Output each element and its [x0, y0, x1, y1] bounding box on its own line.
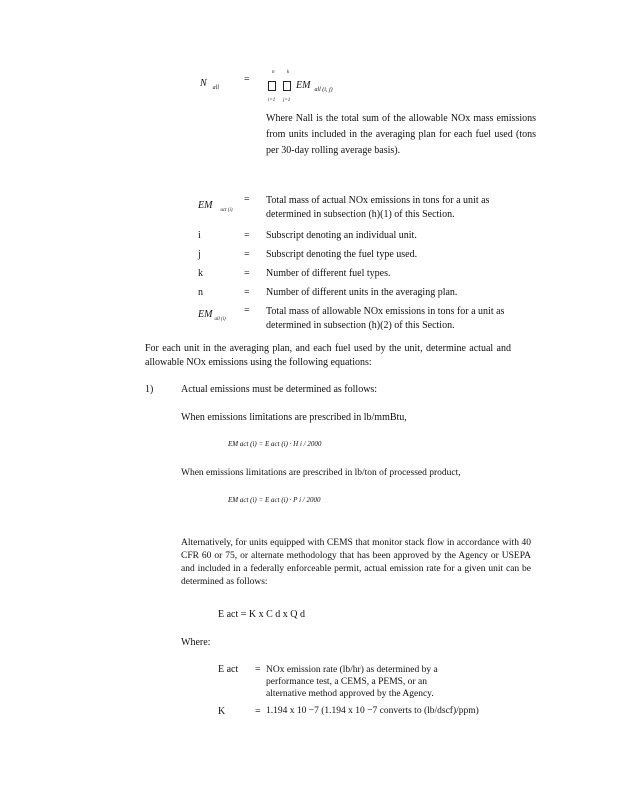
- definition-text: Subscript denoting an individual unit.: [266, 230, 417, 241]
- when-ton-text: When emissions limitations are prescribed in lb/ton of processed product,: [181, 468, 461, 478]
- sum-upper-1: n: [272, 70, 275, 75]
- definition-symbol: i: [198, 230, 201, 241]
- definition-row: [198, 287, 538, 305]
- equation-mmbtu: EM act (i) = E act (i) · H i / 2000: [228, 440, 322, 448]
- sum-lower-2: j=1: [283, 98, 291, 103]
- sum-sign-2: [283, 78, 291, 96]
- sum-upper-2: k: [287, 70, 290, 75]
- where-label: Where:: [181, 637, 211, 648]
- item-heading: Actual emissions must be determined as follows:: [181, 384, 378, 395]
- equation-ton: EM act (i) = E act (i) · P i / 2000: [228, 496, 321, 504]
- def-text-eact: NOx emission rate (lb/hr) as determined by a performance test, a CEMS, a PEMS, or an alternative method approved by the Agency.: [266, 665, 438, 699]
- definition-row: [198, 194, 538, 230]
- definition-text: Total mass of allowable NOx emissions in tons for a unit as determined in subsection (h)(2) of this Section.: [266, 306, 505, 331]
- definition-symbol: k: [198, 268, 203, 279]
- definition-symbol: EM $_{all (i)}$: [198, 309, 226, 322]
- definition-equals: =: [244, 268, 250, 279]
- definition-equals: =: [244, 230, 250, 241]
- def-symbol-k: K: [218, 706, 226, 717]
- definition-text: Number of different fuel types.: [266, 268, 391, 279]
- alternatively-paragraph: Alternatively, for units equipped with CEMS that monitor stack flow in accordance with 40 CFR 60 or 75, or alternate methodology that has been approved by the Agency or USEPA and included in a federally enforceable permit, actual emission rate for a given unit can be determined as follows:: [181, 538, 531, 587]
- definition-row: [198, 249, 538, 268]
- formula-equals: =: [244, 74, 250, 85]
- definition-text: Number of different units in the averaging plan.: [266, 287, 458, 298]
- item-number: 1): [145, 384, 154, 395]
- definition-equals: =: [244, 305, 250, 316]
- def-symbol-eact: E act: [218, 664, 239, 675]
- sum-term: EM $_{all (i, j)}$: [296, 80, 333, 93]
- definition-symbol: n: [198, 287, 203, 298]
- sum-sign-1: [268, 78, 276, 96]
- def-text-k: 1.194 x 10 −7 (1.194 x 10 −7 converts to (lb/dscf)/ppm): [266, 706, 479, 716]
- sum-lower-1: i=1: [268, 98, 276, 103]
- definition-equals: =: [244, 287, 250, 298]
- equation-cems: E act = K x C d x Q d: [218, 609, 306, 620]
- def-equals-eact: =: [255, 664, 261, 675]
- definition-symbol: EM $_{act (i)}$: [198, 200, 233, 213]
- definition-row: [198, 305, 538, 339]
- when-mmbtu-text: When emissions limitations are prescribed in lb/mmBtu,: [181, 412, 407, 423]
- definition-equals: =: [244, 194, 250, 205]
- definition-row: [198, 268, 538, 287]
- definition-row: [198, 230, 538, 249]
- def-equals-k: =: [255, 706, 261, 717]
- formula-where-text: Where Nall is the total sum of the allowable NOx mass emissions from units included in the averaging plan for each fuel used (tons per 30-day rolling average basis).: [266, 113, 536, 156]
- definition-text: Subscript denoting the fuel type used.: [266, 249, 418, 260]
- definition-equals: =: [244, 249, 250, 260]
- formula-lhs: N $_{all}$: [200, 78, 220, 91]
- definition-text: Total mass of actual NOx emissions in tons for a unit as determined in subsection (h)(1) of this Section.: [266, 195, 490, 220]
- definition-symbol: j: [198, 249, 201, 260]
- intro-paragraph: For each unit in the averaging plan, and each fuel used by the unit, determine actual and allowable NOx emissions using the following equations:: [145, 343, 511, 368]
- definitions-list: [198, 194, 538, 339]
